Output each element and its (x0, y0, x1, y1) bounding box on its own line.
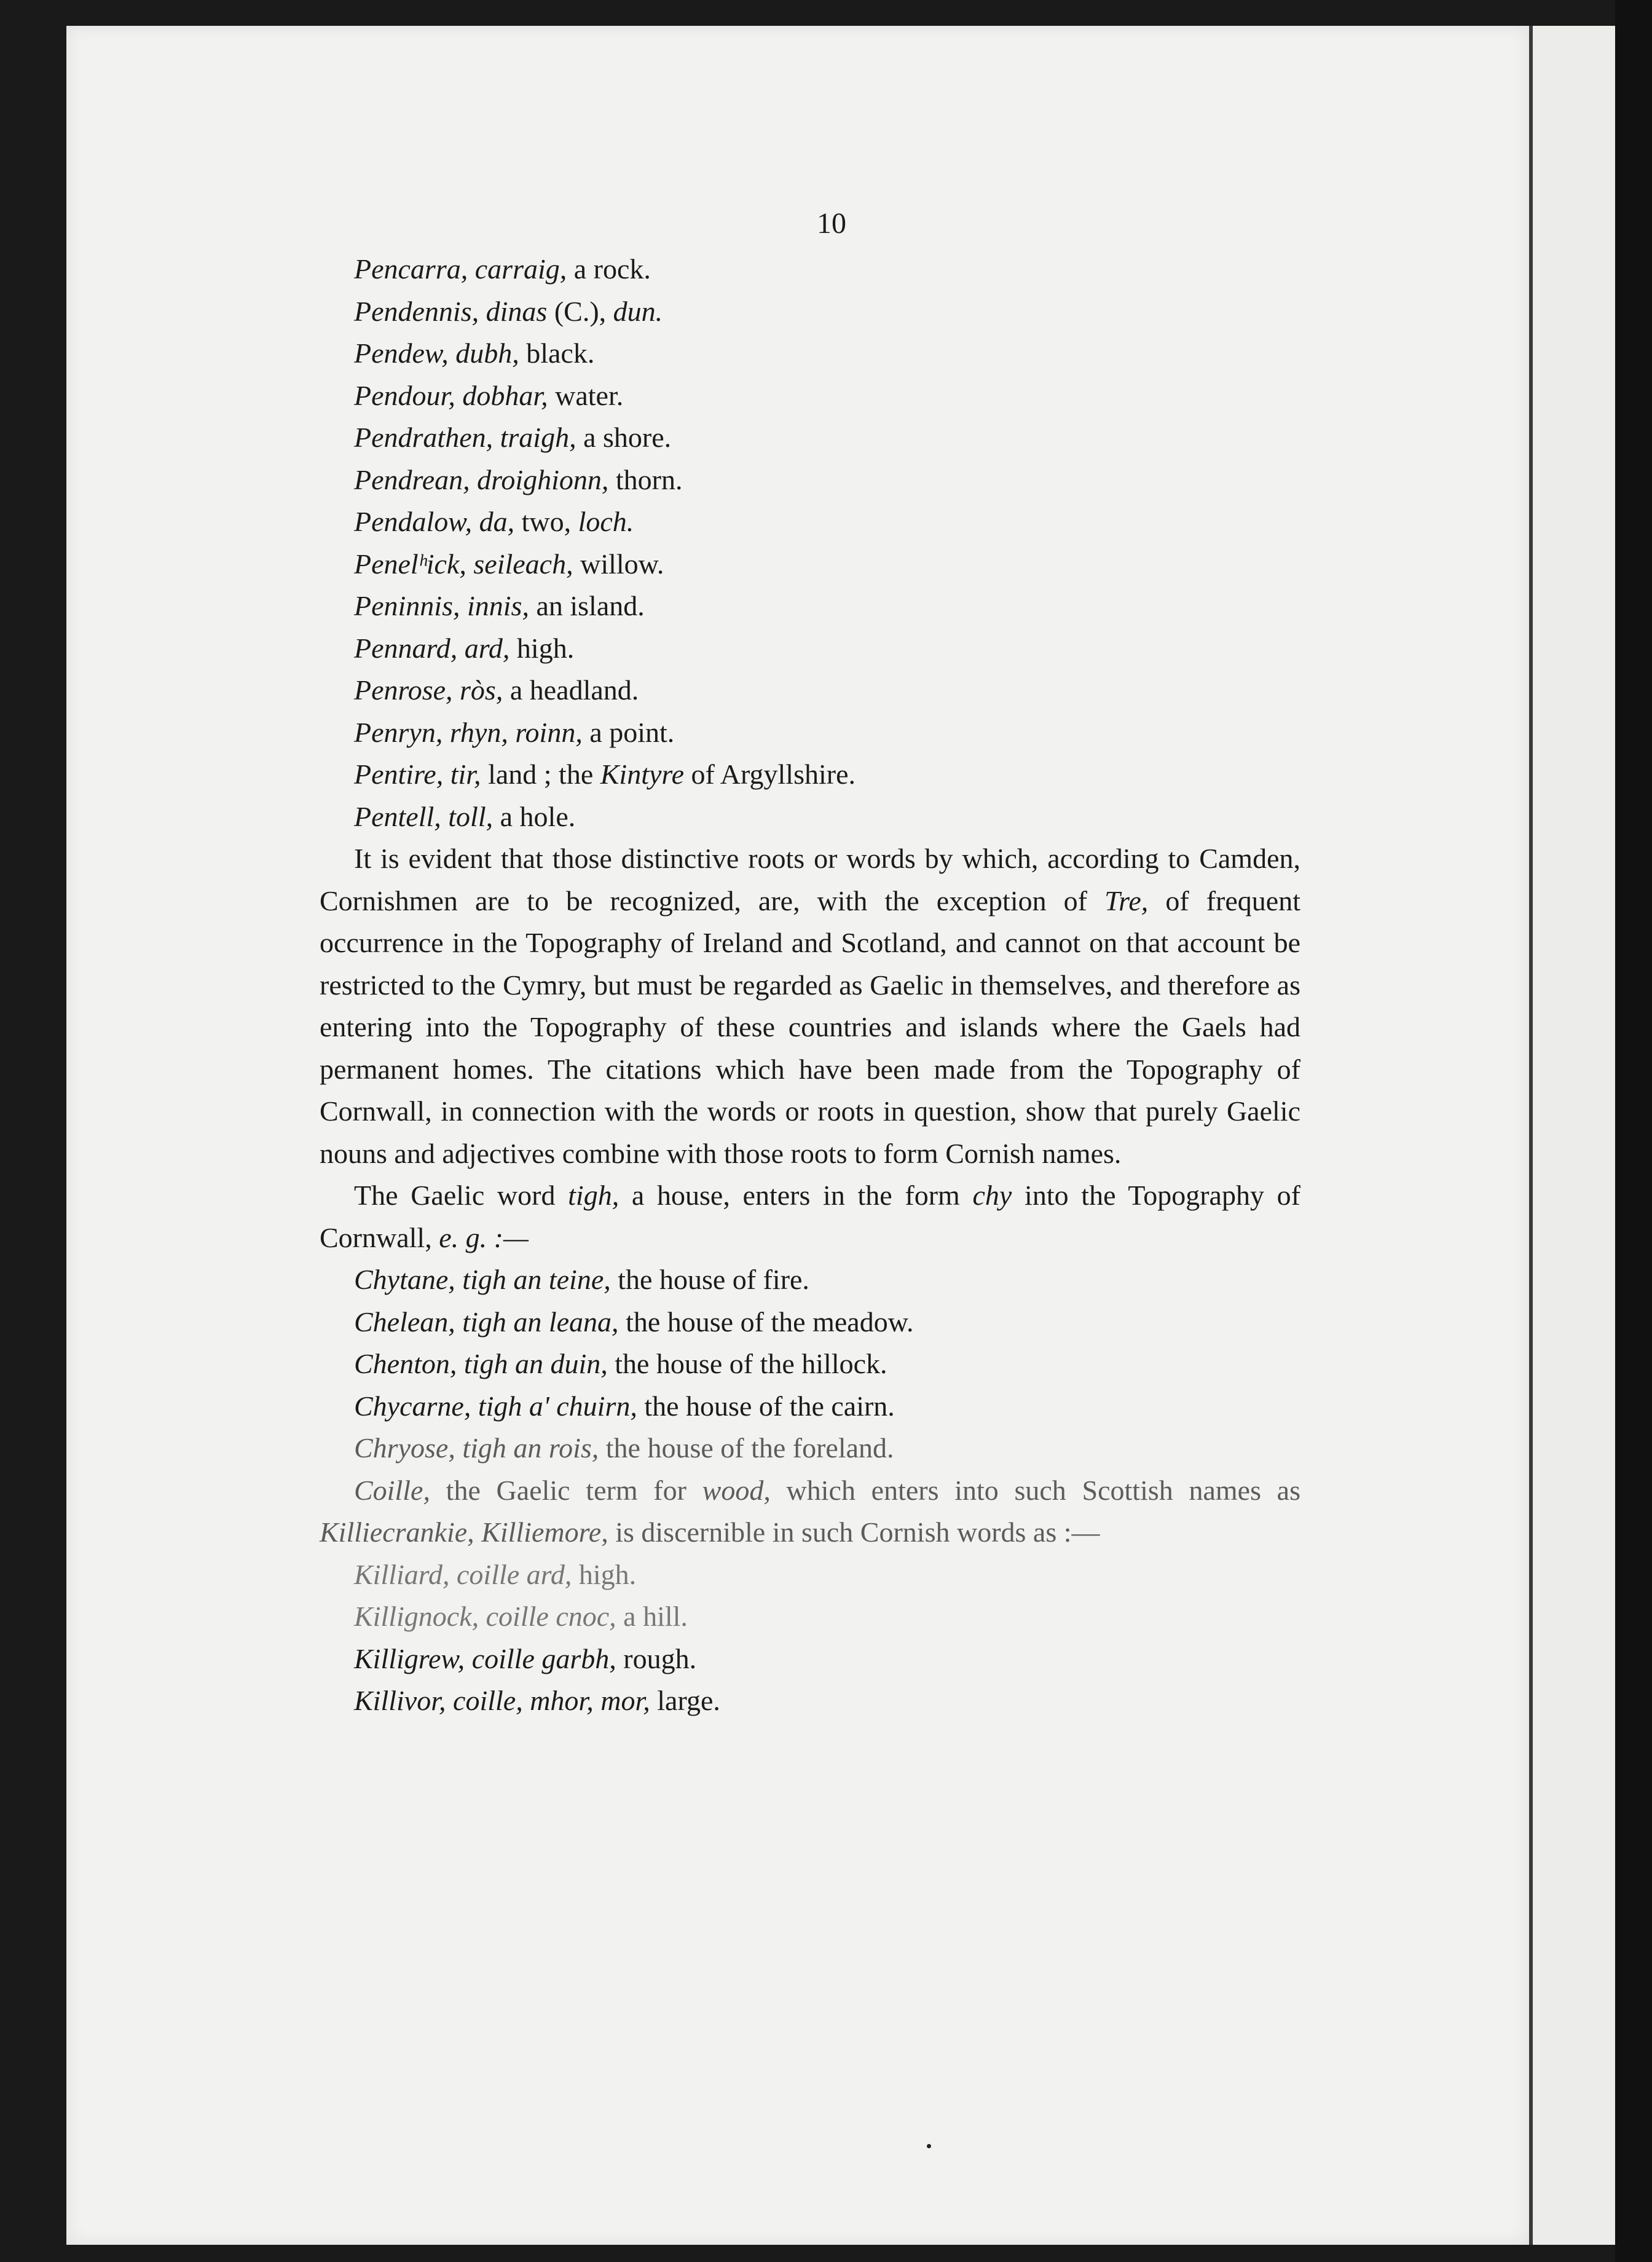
list-item: Chytane, tigh an teine, the house of fire. (354, 1264, 809, 1295)
body-paragraph: Coille, the Gaelic term for wood, which enters into such Scottish names as Killiecrankie, Killiemore, is discernible in such Cornish words as :— (320, 1474, 1300, 1548)
adjacent-page-edge (1529, 26, 1619, 2245)
list-item: Chenton, tigh an duin, the house of the hillock. (354, 1348, 887, 1379)
body-paragraph: The Gaelic word tigh, a house, enters in the form chy into the Topography of Cornwall, e. g. :— (320, 1180, 1300, 1253)
page-number: 10 (817, 207, 846, 240)
list-item: Killignock, coille cnoc, a hill. (354, 1601, 688, 1632)
list-item: Pendennis, dinas (C.), dun. (354, 295, 663, 327)
list-item: Chelean, tigh an leana, the house of the meadow. (354, 1306, 914, 1338)
body-paragraph: It is evident that those distinctive roots or words by which, according to Camden, Cornishmen are to be recognized, are, with the exception of Tre, of frequent occurrence in the Topography of Ireland and Scotland, and cannot on that account be restricted to the Cymry, but must be regarded as Gaelic in themselves, and therefore as entering into the Topography of these countries and islands where the Gaels had permanent homes. The citations which have been made from the Topography of Cornwall, in connection with the words or roots in question, show that purely Gaelic nouns and adjectives combine with those roots to form Cornish names. (320, 843, 1300, 1169)
list-item: Penelʰick, seileach, willow. (354, 548, 664, 580)
page-text (320, 203, 1300, 1722)
scan-right-shadow (1615, 0, 1652, 2262)
list-item: Pendrean, droighionn, thorn. (354, 463, 683, 495)
list-item: Pendew, dubh, black. (354, 337, 595, 369)
list-item: Pencarra, carraig, a rock. (354, 253, 651, 285)
list-item: Killigrew, coille garbh, rough. (354, 1642, 697, 1674)
list-item: Pentire, tir, land ; the Kintyre of Argyllshire. (354, 759, 856, 790)
list-item: Pennard, ard, high. (354, 632, 575, 664)
speck-mark (927, 2144, 931, 2148)
list-item: Killiard, coille ard, high. (354, 1558, 637, 1590)
list-item: Killivor, coille, mhor, mor, large. (354, 1685, 720, 1716)
list-item: Pentell, toll, a hole. (354, 800, 576, 832)
list-item: Penrose, ròs, a headland. (354, 674, 639, 706)
list-item: Chryose, tigh an rois, the house of the foreland. (354, 1432, 894, 1464)
list-item: Pendalow, da, two, loch. (354, 506, 634, 537)
list-item: Chycarne, tigh a' chuirn, the house of the cairn. (354, 1390, 895, 1422)
list-item: Peninnis, innis, an island. (354, 590, 645, 621)
list-item: Pendrathen, traigh, a shore. (354, 422, 672, 453)
list-item: Penryn, rhyn, roinn, a point. (354, 716, 675, 748)
list-item: Pendour, dobhar, water. (354, 379, 624, 411)
